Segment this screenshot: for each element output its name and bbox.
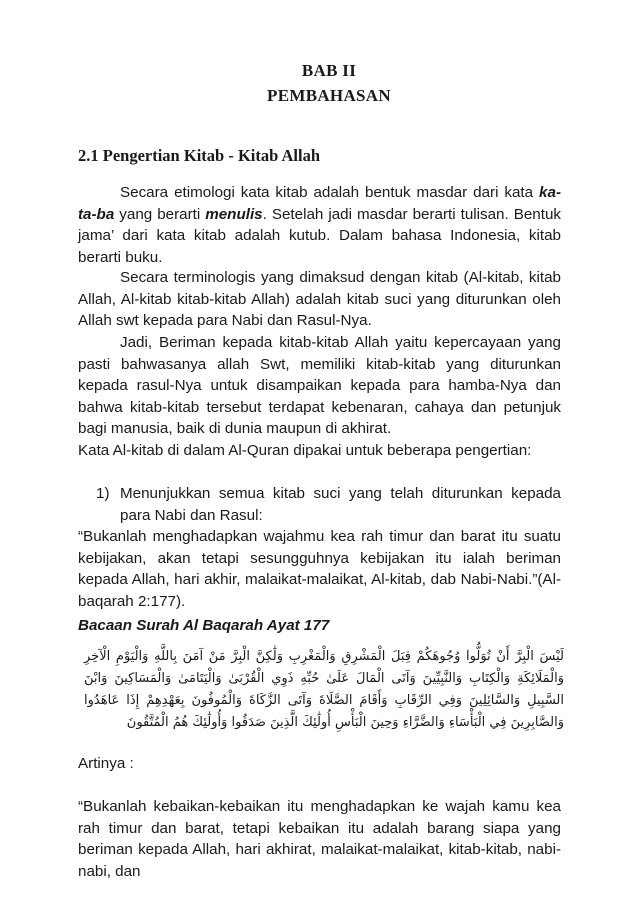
chapter-title: PEMBAHASAN xyxy=(267,86,391,105)
paragraph-beriman xyxy=(78,332,561,440)
paragraph-text: Secara terminologis yang dimaksud dengan kitab (Al-kitab, kitab Allah, Al-kitab kitab-kitab Allah) adalah kitab suci yang diturunkan oleh Allah swt kepada para Nabi dan Rasul-Nya. xyxy=(78,269,561,330)
chapter-heading: BAB II xyxy=(301,61,357,80)
section-heading: 2.1 Pengertian Kitab - Kitab Allah xyxy=(78,146,321,165)
paragraph-text: Jadi, Beriman kepada kitab-kitab Allah yaitu kepercayaan yang pasti bahwasanya allah Swt, memiliki kitab-kitab yang diturunkan kepada rasul-Nya untuk disampaikan kepada para hamba-Nya dan bahwa kitab-kitab tersebut terdapat kebenaran, cahaya dan petunjuk bagi manusia, baik di dunia maupun di akhirat. xyxy=(78,334,561,438)
paragraph-pengertian-intro: Kata Al-kitab di dalam Al-Quran dipakai untuk beberapa pengertian: xyxy=(78,442,532,459)
paragraph-etimologi xyxy=(78,182,561,268)
paragraph-text: Secara etimologi kata kitab adalah bentuk masdar dari kata xyxy=(120,184,540,201)
arabic-verse: لَيْسَ الْبِرَّ أَنْ تُوَلُّوا وُجُوهَكُمْ قِبَلَ الْمَشْرِقِ وَالْمَغْرِبِ وَلَٰكِنَّ الْبِرَّ مَنْ آمَنَ بِاللَّهِ وَالْيَوْمِ الْآخِرِ وَالْمَلَائِكَةِ وَالْكِتَابِ وَالنَّبِيِّينَ وَآتَى الْمَالَ عَلَىٰ حُبِّهِ ذَوِي الْقُرْبَىٰ وَالْيَتَامَىٰ وَالْمَسَاكِينَ وَابْنَ السَّبِيلِ وَالسَّائِلِينَ وَفِي الرِّقَابِ وَأَقَامَ الصَّلَاةَ وَآتَى الزَّكَاةَ وَالْمُوفُونَ بِعَهْدِهِمْ إِذَا عَاهَدُوا وَالصَّابِرِينَ فِي الْبَأْسَاءِ وَالضَّرَّاءِ وَحِينَ الْبَأْسِ أُولَٰئِكَ الَّذِينَ صَدَقُوا وَأُولَٰئِكَ هُمُ الْمُتَّقُونَ xyxy=(84,649,564,730)
quote-artinya: “Bukanlah kebaikan-kebaikan itu menghadapkan ke wajah kamu kea rah timur dan barat, tetapi kebaikan itu adalah barang siapa yang beriman kepada Allah, hari akhirat, malaikat-malaikat, kitab-kitab, nabi-nabi, dan xyxy=(78,798,561,880)
paragraph-text: . Setelah jadi masdar berarti tulisan. Bentuk jama’ dari kata kitab adalah kutub. Dalam bahasa Indonesia, kitab berarti buku. xyxy=(78,205,561,266)
paragraph-text: yang berarti xyxy=(114,205,206,223)
list-item xyxy=(96,483,561,526)
emphasis-term: menulis xyxy=(205,205,263,223)
paragraph-terminologis xyxy=(78,267,561,332)
list-text: Menunjukkan semua kitab suci yang telah diturunkan kepada para Nabi dan Rasul: xyxy=(120,485,561,524)
emphasis-term: ka-ta-ba xyxy=(78,184,561,223)
artinya-label: Artinya : xyxy=(78,755,134,772)
quote-translation: “Bukanlah menghadapkan wajahmu kea rah timur dan barat itu suatu kebijakan, akan tetapi sesungguhnya kebijakan itu ialah beriman kepada Allah, hari akhir, malaikat-malaikat, Al-kitab, dab Nabi-Nabi.”(Al-baqarah 2:177). xyxy=(78,528,561,610)
list-number: 1) xyxy=(96,485,110,502)
bacaan-heading: Bacaan Surah Al Baqarah Ayat 177 xyxy=(78,617,330,634)
